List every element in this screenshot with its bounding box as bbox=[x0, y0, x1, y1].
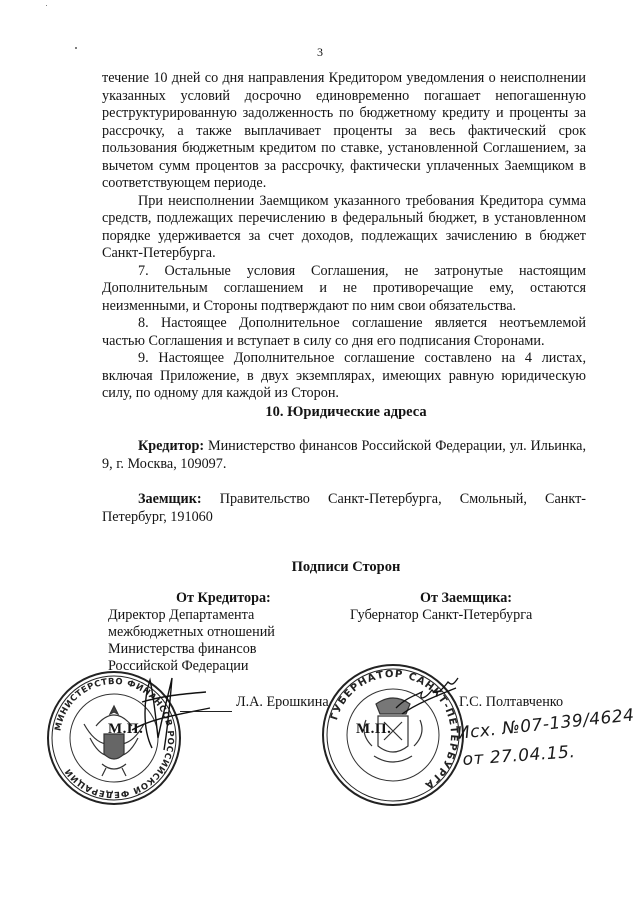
creditor-heading bbox=[176, 590, 271, 607]
creditor-text: Министерство финансов Российской Федерации, ул. Ильинка, 9, г. Москва, 109097. bbox=[102, 438, 586, 472]
signatures-title: Подписи Сторон bbox=[291, 559, 401, 575]
scan-speck bbox=[46, 5, 47, 6]
paragraph-requirement: При неисполнении Заемщиком указанного требования Кредитора сумма средств, подлежащих перечислению в федеральный бюджет, в установленном порядке удерживается за счет доходов, подлежащих зачислению в бюджет Санкт-Петербурга. bbox=[102, 192, 586, 261]
borrower-text: Правительство Санкт-Петербурга, Смольный, Санкт-Петербург, 191060 bbox=[102, 491, 586, 525]
borrower-stamp-label: М.П. bbox=[356, 721, 392, 737]
handwritten-outgoing-date: от 27.04.15. bbox=[462, 742, 576, 770]
borrower-signature bbox=[392, 668, 462, 728]
creditor-signature-line bbox=[180, 711, 232, 712]
paragraph-7: 7. Остальные условия Соглашения, не затронутые настоящим Дополнительным соглашением и не противоречащие ему, остаются неизменными, и Стороны подтверждают по ним свои обязательства. bbox=[102, 262, 586, 314]
paragraph-continuation: течение 10 дней со дня направления Кредитором уведомления о неисполнении указанных условий досрочно единовременно погашает непогашенную реструктурированную задолженность по бюджетному кредиту и проценты за рассрочку, а также выплачивает проценты за весь фактический срок пользования бюджетным кредитом по ставке, установленной Соглашением, за вычетом сумм процентов за рассрочку, фактически уплаченных Заемщиком в соответствующем периоде. bbox=[102, 70, 586, 191]
creditor-stamp-label: М.П. bbox=[108, 721, 144, 737]
body-text bbox=[102, 70, 586, 403]
borrower-position: Губернатор Санкт-Петербурга bbox=[350, 607, 533, 623]
borrower-signer-name: Г.С. Полтавченко bbox=[459, 694, 564, 710]
creditor-signer-name: Л.А. Ерошкина bbox=[236, 694, 329, 710]
borrower-label: Заемщик: bbox=[138, 491, 202, 507]
paragraph-9: 9. Настоящее Дополнительное соглашение составлено на 4 листах, включая Приложение, в двух экземплярах, имеющих равную юридическую силу, по одному для каждой из Сторон. bbox=[102, 350, 586, 401]
creditor-position: Директор Департамента межбюджетных отношений Министерства финансов Российской Федерации bbox=[108, 607, 275, 674]
creditor-heading-text: От Кредитора: bbox=[176, 590, 271, 606]
section-title: 10. Юридические адреса bbox=[265, 404, 427, 420]
page-number: 3 bbox=[317, 45, 323, 59]
borrower-seal-ring-text: ГУБЕРНАТОР САНКТ-ПЕТЕРБУРГА bbox=[329, 668, 460, 791]
borrower-heading-text: От Заемщика: bbox=[420, 590, 513, 606]
creditor-signature bbox=[112, 668, 222, 758]
creditor-label: Кредитор: bbox=[138, 438, 205, 454]
borrower-address bbox=[102, 490, 586, 526]
borrower-heading bbox=[420, 590, 512, 607]
paragraph-8: 8. Настоящее Дополнительное соглашение является неотъемлемой частью Соглашения и вступает в силу со дня его подписания Сторонами. bbox=[102, 315, 586, 349]
handwritten-outgoing-number: Исх. №07-139/4624 bbox=[456, 705, 636, 744]
creditor-address bbox=[102, 437, 586, 473]
creditor-seal-ring-text: МИНИСТЕРСТВО ФИНАНСОВ РОССИЙСКОЙ ФЕДЕРАЦИИ bbox=[53, 676, 176, 800]
